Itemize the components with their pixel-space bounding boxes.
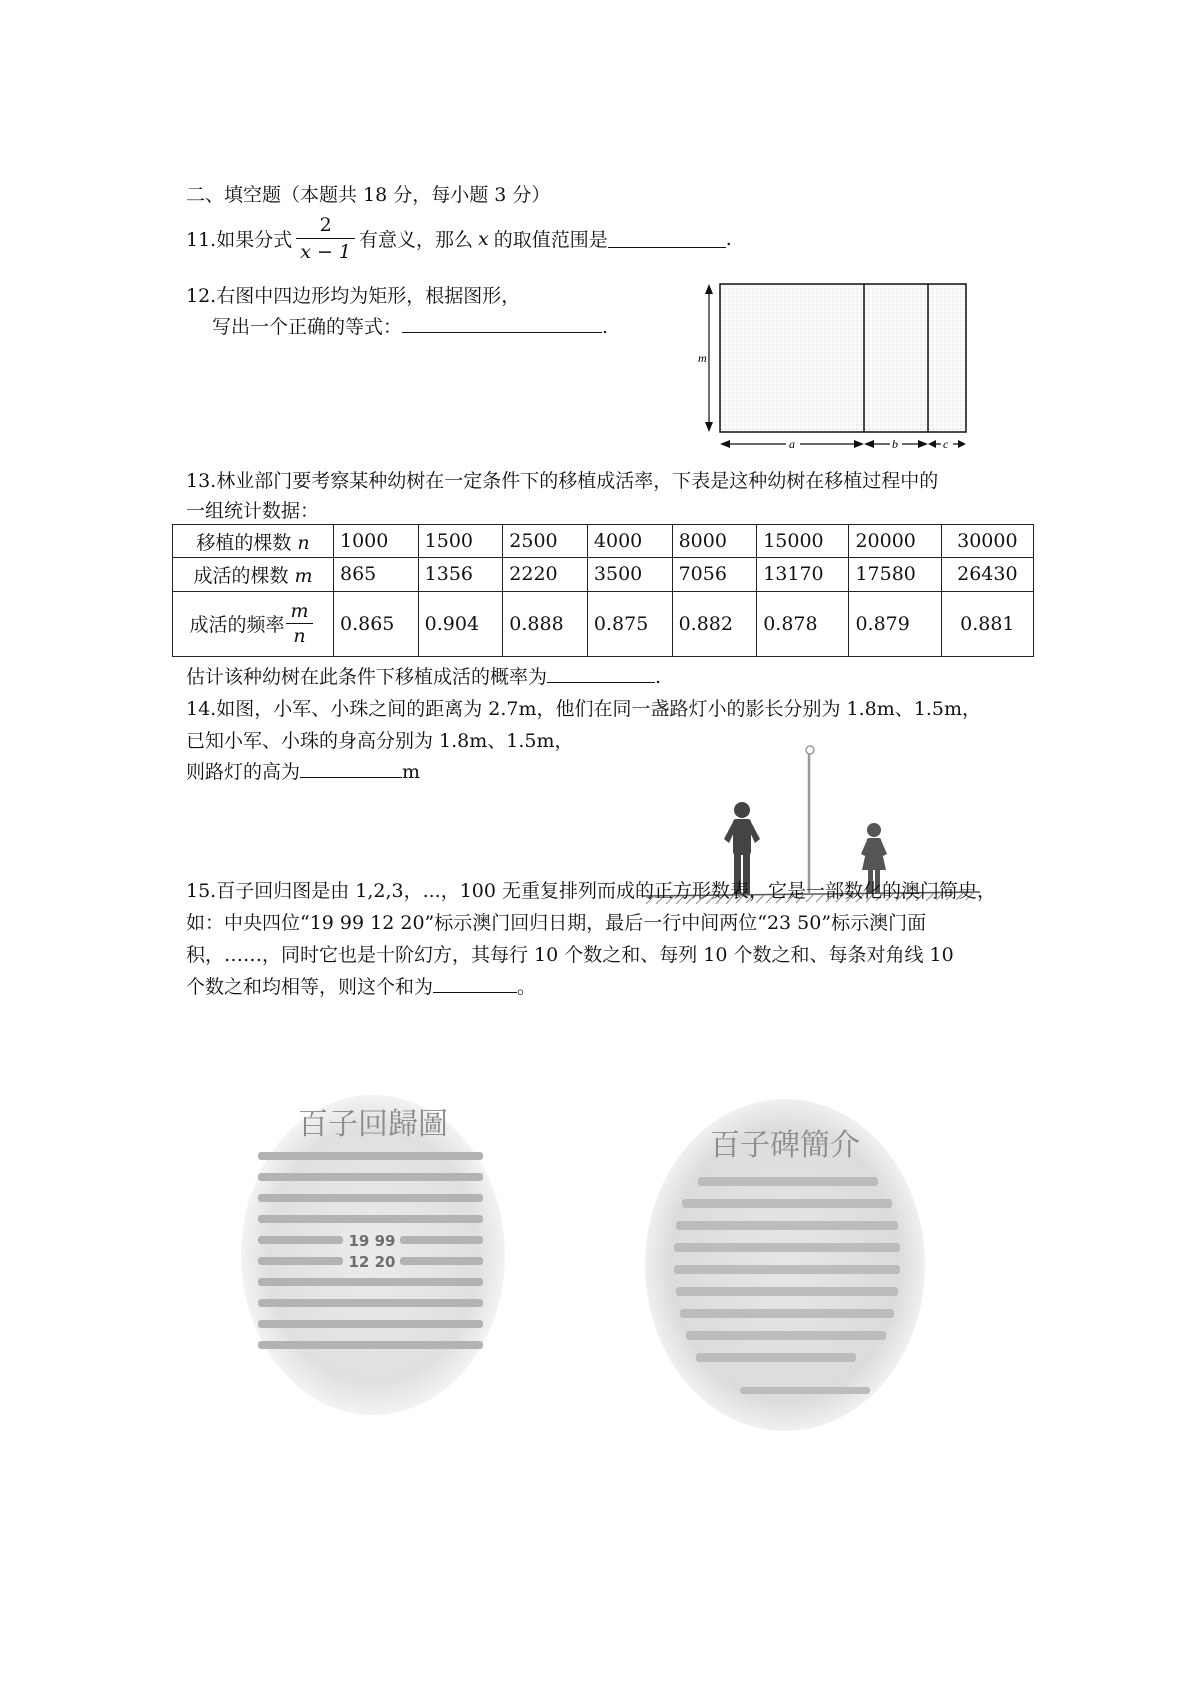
q14-line1: 14.如图，小军、小珠之间的距离为 2.7m，他们在同一盏路灯小的影长分别为 1.8m、1.5m， <box>186 698 981 720</box>
q11-suffix-b: 的取值范围是 <box>493 229 608 251</box>
right-disc-title: 百子碑簡介 <box>710 1128 860 1163</box>
row3-frac-den: n <box>293 625 306 648</box>
q12-answer-blank[interactable] <box>402 314 602 333</box>
cell-survived-2: 2220 <box>503 558 588 591</box>
q11-variable-x: x <box>478 227 489 250</box>
row-label-frequency <box>173 591 334 657</box>
cell-planted-2: 2500 <box>503 525 588 558</box>
row3-fraction <box>286 599 312 648</box>
cell-frequency-3: 0.875 <box>587 591 672 657</box>
survival-data-table <box>172 524 1034 657</box>
table-row-survived <box>173 558 1034 591</box>
arrowhead-bottom <box>705 422 713 432</box>
q11-answer-blank[interactable] <box>608 229 726 248</box>
q13-end: . <box>655 666 662 688</box>
cell-frequency-5: 0.878 <box>757 591 849 657</box>
cell-survived-4: 7056 <box>672 558 757 591</box>
table-row-frequency <box>173 591 1034 657</box>
section-title: 二、填空题（本题共 18 分，每小题 3 分） <box>186 184 551 206</box>
label-a: a <box>789 437 795 451</box>
arrowhead-c-left <box>928 440 936 448</box>
q13-answer-blank[interactable] <box>547 664 655 683</box>
cell-frequency-0: 0.865 <box>334 591 419 657</box>
row3-label-text: 成活的频率 <box>189 614 285 637</box>
cell-planted-6: 20000 <box>849 525 941 558</box>
q12-line2 <box>212 312 608 339</box>
q14-unit: m <box>402 761 421 783</box>
cell-survived-0: 865 <box>334 558 419 591</box>
q11-end: . <box>725 227 732 250</box>
q15-answer-blank[interactable] <box>433 974 517 993</box>
hundred-stele-intro-image <box>640 1095 930 1440</box>
cell-planted-0: 1000 <box>334 525 419 558</box>
q13-line2: 一组统计数据： <box>186 500 320 522</box>
cell-survived-1: 1356 <box>418 558 503 591</box>
cell-frequency-4: 0.882 <box>672 591 757 657</box>
arrowhead-b-right <box>918 440 928 448</box>
row1-var: n <box>297 531 310 554</box>
cell-survived-6: 17580 <box>849 558 941 591</box>
row3-frac-num: m <box>286 599 312 624</box>
q11-frac-numerator: 2 <box>296 212 355 239</box>
cell-frequency-7: 0.881 <box>941 591 1033 657</box>
row1-label-text: 移植的棵数 <box>196 531 292 554</box>
row2-label-text: 成活的棵数 <box>193 564 289 587</box>
arrowhead-a-left <box>720 440 730 448</box>
cell-frequency-2: 0.888 <box>503 591 588 657</box>
q15-line4 <box>186 972 536 999</box>
cell-planted-7: 30000 <box>941 525 1033 558</box>
row2-var: m <box>294 564 313 587</box>
q11-frac-denominator: x − 1 <box>300 241 352 263</box>
q15-line2: 如：中央四位“19 99 12 20”标示澳门回归日期，最后一行中间两位“23 50”标示澳门面 <box>186 912 927 934</box>
cell-planted-4: 8000 <box>672 525 757 558</box>
q15-end: 。 <box>517 976 537 998</box>
q12-line2-text: 写出一个正确的等式： <box>212 316 403 338</box>
cell-frequency-1: 0.904 <box>418 591 503 657</box>
q11-prefix: 11.如果分式 <box>186 229 293 251</box>
arrowhead-b-left <box>864 440 874 448</box>
label-m: m <box>698 351 707 365</box>
outer-rectangle <box>720 284 966 432</box>
cell-planted-3: 4000 <box>587 525 672 558</box>
cell-survived-7: 26430 <box>941 558 1033 591</box>
q11-suffix-a: 有意义，那么 <box>359 229 474 251</box>
center-date-1999: 19 99 <box>348 1232 396 1250</box>
row-label-planted <box>173 525 334 558</box>
q13-after-text: 估计该种幼树在此条件下移植成活的概率为 <box>186 666 548 688</box>
arrowhead-top <box>705 284 713 294</box>
cell-survived-3: 3500 <box>587 558 672 591</box>
hundred-return-chart-image <box>238 1090 508 1420</box>
label-b: b <box>892 437 898 451</box>
question-11 <box>186 212 732 265</box>
arrowhead-a-right <box>854 440 864 448</box>
cell-planted-5: 15000 <box>757 525 849 558</box>
q14-line2: 已知小军、小珠的身高分别为 1.8m、1.5m， <box>186 730 574 752</box>
table-row-planted <box>173 525 1034 558</box>
q15-line4-text: 个数之和均相等，则这个和为 <box>186 976 434 998</box>
q14-answer-blank[interactable] <box>300 759 402 778</box>
q12-line1: 12.右图中四边形均为矩形，根据图形， <box>186 285 521 307</box>
q15-line1: 15.百子回归图是由 1,2,3，...，100 无重复排列而成的正方形数表，它是一部数化的澳门简史， <box>186 880 997 902</box>
lamp-head <box>806 746 814 754</box>
q15-line3: 积，……，同时它也是十阶幻方，其每行 10 个数之和、每列 10 个数之和、每条对角线 10 <box>186 944 954 966</box>
q13-line1: 13.林业部门要考察某种幼树在一定条件下的移植成活率，下表是这种幼树在移植过程中的 <box>186 470 939 492</box>
left-disc-title: 百子回歸圖 <box>298 1107 448 1142</box>
q14-line3-text: 则路灯的高为 <box>186 761 301 783</box>
cell-frequency-6: 0.879 <box>849 591 941 657</box>
q11-fraction <box>296 212 355 265</box>
label-c: c <box>943 437 949 451</box>
q12-end: . <box>602 316 609 338</box>
row-label-survived <box>173 558 334 591</box>
center-date-1220: 12 20 <box>348 1253 396 1271</box>
rectangle-figure <box>700 272 980 452</box>
q13-after <box>186 662 661 689</box>
cell-planted-1: 1500 <box>418 525 503 558</box>
arrowhead-c-right <box>958 440 966 448</box>
cell-survived-5: 13170 <box>757 558 849 591</box>
q14-line3 <box>186 757 420 784</box>
